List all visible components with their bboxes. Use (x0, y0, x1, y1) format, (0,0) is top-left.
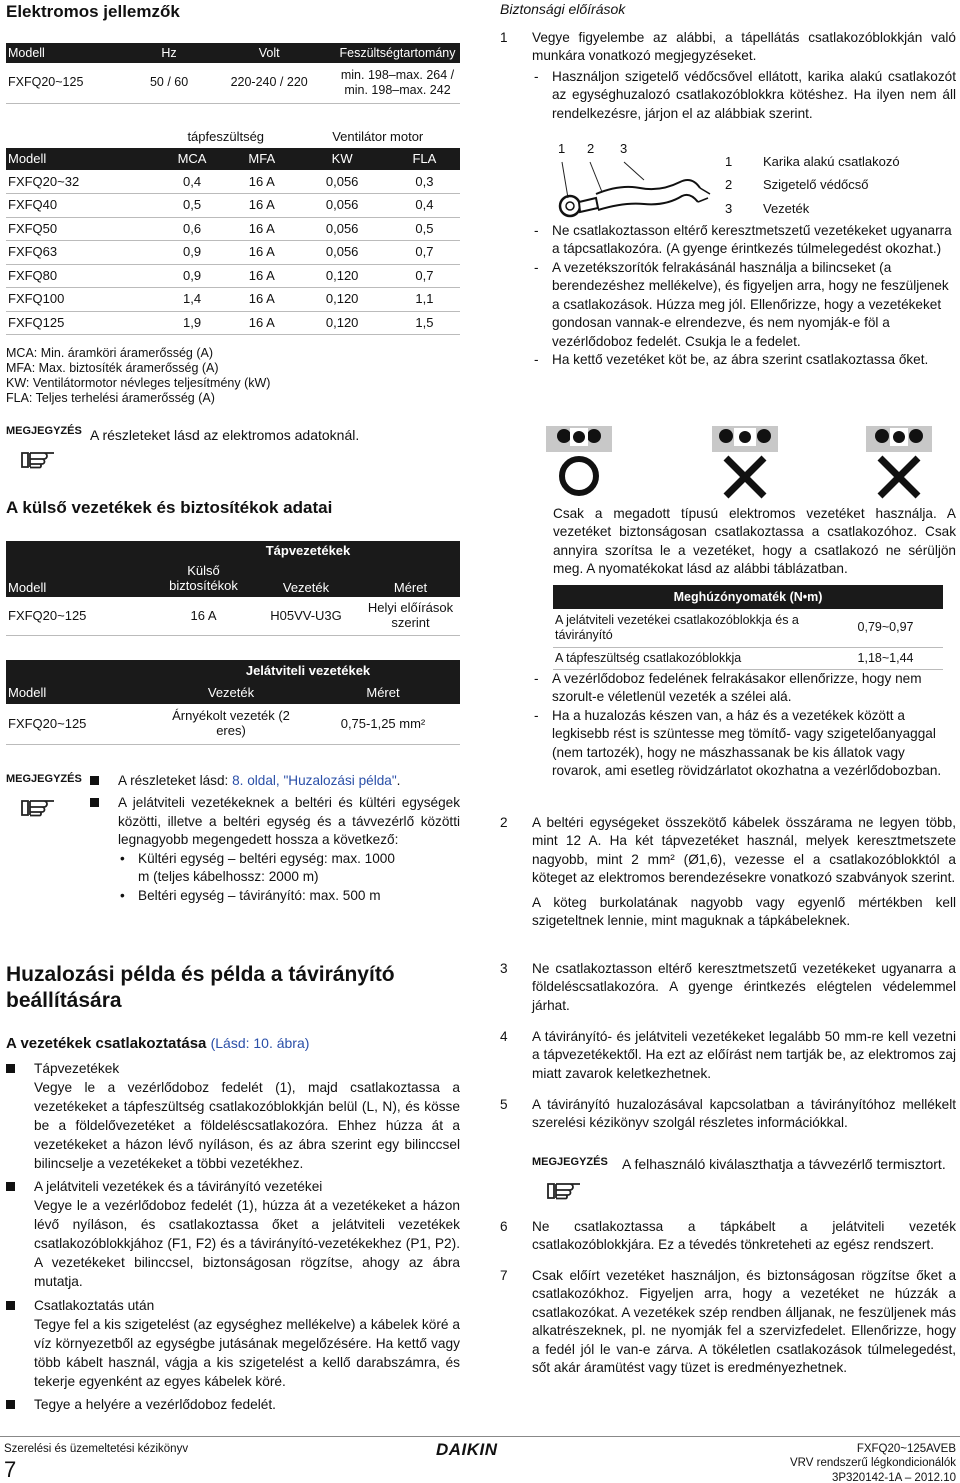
connect-steps (6, 1060, 460, 1415)
safety-dashes-2 (532, 670, 956, 781)
note-text: A részleteket lásd az elektromos adatoknál. (90, 427, 360, 443)
footer-code: 3P320142-1A – 2012.10 (831, 1471, 956, 1483)
power-cell: FXFQ50 (6, 217, 156, 241)
spec-header-model: Modell (6, 43, 135, 63)
table-row (6, 170, 460, 194)
section-title-external: A külső vezetékek és biztosítékok adatai (6, 498, 333, 517)
supply-header-wire: Vezeték (251, 561, 361, 597)
power-header-modell: Modell (6, 148, 156, 170)
legend-kw: KW: Ventilátormotor névleges teljesítmény (kW) (6, 376, 271, 390)
note-thermistor (532, 1155, 956, 1200)
power-cell: FXFQ80 (6, 264, 156, 288)
safety-dash-seal: - Ha a huzalozás készen van, a ház és a vezetékek között a legkisebb rést is szüntesse meg tömítő- vagy szigetelőanyaggal (nem tartozék), hogy ne mászhassanak be kis állatok vagy rovarok, ami esetleg rövidzárlatot okozhatna a vezérlődobozban. (532, 707, 956, 781)
safety-item-2: 2 A beltéri egységeket összekötő kábelek összárama ne legyen több, mint 12 A. Ha két tápvezetéket használ, melyek keresztmetszete nagyobb, mint 2 mm² (Ø1,6), vezesse el a csatlakozóblokktól a köteget az elektromos berendezésekre vonatkozó szabványok szerint. A köteg burkolatának nagyobb vagy egyenlő mértékben kell szigeteltnek lennie, mint maguknak a tápkábeleknek. (500, 815, 956, 929)
supply-cell-wire: H05VV-U3G (251, 597, 361, 635)
wiring-title-wrap (6, 962, 446, 1015)
spec-cell-range: min. 198–max. 264 / min. 198–max. 242 (335, 63, 460, 103)
power-group-fan: Ventilátor motor (332, 129, 424, 145)
right-title-wrap (500, 0, 956, 19)
note-subitem-outdoor: • Kültéri egység – beltéri egység: max. 1000 m (teljes kábelhossz: 2000 m) (118, 850, 410, 887)
figure-legend (725, 150, 955, 220)
footer-page-number: 7 (4, 1457, 17, 1482)
subsection-title-connect: A vezetékek csatlakoztatása (6, 1035, 207, 1052)
power-cell: 16 A (228, 264, 295, 288)
wire-connection-figure (540, 424, 950, 500)
figure-legend-item: 2 Szigetelő védőcső (725, 177, 869, 193)
footer-manual: Szerelési és üzemeltetési kézikönyv (4, 1443, 189, 1455)
footer-rule (0, 1436, 960, 1437)
note-item-lengths: A jelátviteli vezetékeknek a beltéri és kültéri egységek közötti, illetve a beltéri egység és a távvezérlő közötti legnagyobb megengedett hossza a következő: (90, 794, 460, 849)
section-title-safety: Biztonsági előírások (500, 1, 626, 17)
power-cell: 16 A (228, 194, 295, 218)
left-column (6, 0, 460, 23)
ext-wiring-title-wrap (6, 496, 460, 519)
supply-header-fuse: Külső biztosítékok (156, 561, 251, 597)
power-cell: 16 A (228, 217, 295, 241)
power-cell: 16 A (228, 241, 295, 265)
ring-terminal-icon (540, 154, 715, 220)
legend-fla: FLA: Teljes terhelési áramerősség (A) (6, 391, 215, 405)
legend-mfa: MFA: Max. biztosíték áramerősség (A) (6, 361, 219, 375)
power-cell: 1,5 (389, 311, 460, 335)
power-header-kw: KW (295, 148, 388, 170)
table-row (6, 264, 460, 288)
torque-cell-signal-value: 0,79~0,97 (828, 609, 943, 647)
note-subitem-remote: • Beltéri egység – távirányító: max. 500 m (118, 887, 460, 905)
power-cell: 16 A (228, 311, 295, 335)
power-cell: 0,4 (389, 194, 460, 218)
spec-cell-hz: 50 / 60 (135, 63, 204, 103)
note-label: MEGJEGYZÉS (532, 1155, 612, 1200)
safety-dash-cover-check: - A vezérlődoboz fedelének felrakásakor ellenőrizze, hogy nem szorult-e véletlenül vezeték a szélei alá. (532, 670, 956, 707)
power-cell: FXFQ125 (6, 311, 156, 335)
power-cell: FXFQ100 (6, 288, 156, 312)
signal-table (6, 660, 460, 745)
power-header-fla: FLA (389, 148, 460, 170)
spec-table (6, 43, 460, 104)
power-cell: 0,9 (156, 241, 228, 265)
hand-pointer-icon (546, 1176, 584, 1200)
signal-header-model: Modell (6, 682, 156, 704)
footer-product-info (790, 1442, 956, 1483)
power-cell: 0,5 (156, 194, 228, 218)
note-label: MEGJEGYZÉS (6, 424, 80, 469)
safety-item-6: 6 Ne csatlakoztassa a tápkábelt a jelátviteli vezeték csatlakozóblokkjára. Ez a tévedés tönkreteheti az egész rendszert. (500, 1219, 956, 1253)
table-row (6, 288, 460, 312)
power-group-supply: tápfeszültség (187, 129, 265, 145)
power-cell: FXFQ63 (6, 241, 156, 265)
step-power: Tápvezetékek Vegye le a vezérlődoboz fedelét (1), majd csatlakoztassa a vezetékeket a tápfeszültség csatlakozóblokkján belül (L, N), és kösse be a földelővezetéket a földeléscsatlakozóra. Ehhez húzza át a vezetékeket a házon lévő nyíláson, és az ábra szerint egy bilinccsel bilincselje a vezetékeket a többi vezetékhez. (6, 1060, 460, 1173)
figure-legend-item: 1 Karika alakú csatlakozó (725, 154, 900, 169)
step-signal: A jelátviteli vezetékek és a távirányító vezetékei Vegye le a vezérlődoboz fedelét (1), húzza át a vezetékeket a házon lévő nyíláson, és csatlakoztassa őket a jelátviteli vezetékek csatlakozóblokkjához (F1, F2) és a távirányító-vezetékekhez (P1, P2). A vezetékeket bilinccsel, biztonságosan rögzítse, ahogy az ábra mutatja. (6, 1178, 460, 1291)
power-table (6, 126, 460, 335)
signal-cell-size: 0,75-1,25 mm² (306, 704, 460, 744)
torque-cell-signal-label: A jelátviteli vezetékei csatlakozóblokkja és a távirányító (553, 609, 828, 647)
connect-title-wrap (6, 1034, 460, 1054)
note-text: A felhasználó kiválaszthatja a távvezérlő termisztort. (622, 1156, 946, 1172)
torque-cell-power-label: A tápfeszültség csatlakozóblokkja (553, 647, 828, 669)
table-row (6, 241, 460, 265)
safety-dash-two-wires: - Ha kettő vezetéket köt be, az ábra szerint csatlakoztassa őket. (532, 351, 956, 369)
ring-terminal-figure: 1 2 3 (540, 140, 715, 220)
wire-type-text: Csak a megadott típusú elektromos vezetéket használja. A vezetéket biztonságosan csatlakoztassa a csatlakozóhoz. Csak annyira szorítsa le a vezetéket, hogy a csatlakozó ne sérüljön meg. A nyomatékokat lásd az alábbi táblázatban. (553, 506, 956, 577)
table-row (6, 217, 460, 241)
table-row (6, 311, 460, 335)
spec-header-range: Feszültségtartomány (335, 43, 460, 63)
section-title-wiring: Huzalozási példa és példa a távirányító beállítására (6, 963, 395, 1013)
legend-mca: MCA: Min. áramköri áramerősség (A) (6, 346, 213, 360)
power-cell: 0,120 (295, 311, 388, 335)
footer-product: VRV rendszerű légkondicionálók (790, 1457, 956, 1470)
table-row (6, 194, 460, 218)
supply-group: Tápvezetékek (156, 541, 460, 561)
power-cell: 1,4 (156, 288, 228, 312)
power-cell: 0,7 (389, 241, 460, 265)
note-item-reference: A részleteket lásd: 8. oldal, "Huzalozási példa". (90, 772, 460, 790)
safety-item-7: 7 Csak előírt vezetéket használjon, és biztonságosan rögzítse őket a csatlakozókhoz. Figyeljen arra, hogy a vezetéket ne húzzák a csatlakozókat. A vezetékek szép rendben álljanak, ne feszüljenek más alkatrészeknek, pl. ne nyomják fel a szervizfedelet. Ellenőrizze, hogy a fedél jól le van-e zárva. A tökéletlen csatlakozások túlmelegedést, sőt akár áramütést vagy tüzet is eredményezhetnek. (500, 1268, 956, 1376)
spec-cell-volt: 220-240 / 220 (203, 63, 335, 103)
signal-header-size: Méret (306, 682, 460, 704)
signal-cell-model: FXFQ20~125 (6, 704, 156, 744)
supply-header-size: Méret (361, 561, 460, 597)
hand-pointer-icon (20, 793, 58, 817)
power-cell: 0,056 (295, 194, 388, 218)
link-figure-10[interactable]: (Lásd: 10. ábra) (210, 1035, 310, 1051)
power-cell: 0,056 (295, 241, 388, 265)
power-cell: 0,120 (295, 264, 388, 288)
safety-item-4: 4 A távirányító- és jelátviteli vezetékeket legalább 50 mm-re kell vezetni a tápvezetékektől. Ha ezt az előírást nem tartják be, az elektromos zaj miatt zavarok keletkezhetnek. (500, 1029, 956, 1081)
power-cell: 0,7 (389, 264, 460, 288)
figure-legend-item: 3 Vezeték (725, 200, 810, 216)
power-cell: FXFQ20~32 (6, 170, 156, 194)
note-electrical (6, 424, 460, 469)
supply-table (6, 541, 460, 636)
power-cell: 0,9 (156, 264, 228, 288)
power-cell: 16 A (228, 288, 295, 312)
power-header-mfa: MFA (228, 148, 295, 170)
torque-table (553, 585, 943, 670)
signal-group: Jelátviteli vezetékek (156, 660, 460, 682)
step-after: Csatlakoztatás után Tegye fel a kis szigetelést (az egységhez mellékelve) a kábelek köré a víz környezetből az egységbe jutásának megelőzésére. Ha kettő vagy több kábelt használ, vágja a kis szigetelést a kellő darabszámra, és tekerje egyenként az egyes kábelek köré. (6, 1297, 460, 1392)
daikin-logo: DAIKIN (436, 1440, 498, 1459)
section-title-electrical: Elektromos jellemzők (6, 2, 180, 21)
spec-header-volt: Volt (203, 43, 335, 63)
signal-header-wire: Vezeték (156, 682, 306, 704)
safety-item-5: 5 A távirányító huzalozásával kapcsolatban a távirányítóhoz mellékelt szerelési kézikönyv szolgál részletes információkkal. (500, 1097, 956, 1131)
footer-model: FXFQ20~125AVEB (856, 1443, 956, 1455)
supply-cell-model: FXFQ20~125 (6, 597, 156, 635)
safety-item-1: 1 Vegye figyelembe az alábbi, a tápellátás csatlakozóblokkján való munkára vonatkozó megjegyzéseket. - Használjon szigetelő védőcsővel ellátott, karika alakú csatlakozót az egységhuzalozó csatlakozóblokkra kötéshez. Ha ilyen nem áll rendelkezésre, járjon el az alábbiak szerint. (500, 29, 956, 123)
power-cell: 1,1 (389, 288, 460, 312)
power-cell: 16 A (228, 170, 295, 194)
wire-connection-icons (540, 424, 950, 500)
torque-header: Meghúzónyomaték (N•m) (553, 585, 943, 609)
step-cover: Tegye a helyére a vezérlődoboz fedelét. (6, 1396, 460, 1415)
safety-dash-clamps: - A vezetékszorítók felrakásánál használja a bilincseket (a berendezéshez mellékelve), és figyeljen arra, hogy ne feszüljenek a csatlakozások. Húzza meg jól. Ellenőrizze, hogy a vezetékeket gondosan vannak-e elrendezve, és nem nyomják-e föl a vezérlődoboz fedelét. Csukja le a fedelet. (532, 259, 956, 351)
torque-cell-power-value: 1,18~1,44 (828, 647, 943, 669)
power-cell: 0,120 (295, 288, 388, 312)
supply-cell-size: Helyi előírások szerint (361, 597, 460, 635)
power-cell: 0,5 (389, 217, 460, 241)
spec-header-hz: Hz (135, 43, 204, 63)
spec-cell-model: FXFQ20~125 (6, 63, 135, 103)
supply-header-model: Modell (6, 561, 156, 597)
note-wiring-limits (6, 772, 460, 905)
safety-dashes (532, 222, 956, 370)
power-cell: FXFQ40 (6, 194, 156, 218)
power-cell: 0,4 (156, 170, 228, 194)
safety-dash-ring: - Használjon szigetelő védőcsővel ellátott, karika alakú csatlakozót az egységhuzalozó csatlakozóblokkra kötéshez. Ha ilyen nem áll rendelkezésre, járjon el az alábbiak szerint. (532, 68, 956, 123)
power-cell: 0,6 (156, 217, 228, 241)
link-wiring-example[interactable]: 8. oldal, "Huzalozási példa" (232, 773, 397, 788)
safety-dash-cross-section: - Ne csatlakoztasson eltérő keresztmetszetű vezetékeket ugyanarra a tápcsatlakozóra. (A gyenge érintkezés túlmelegedést okozhat.) (532, 222, 956, 259)
power-cell: 0,3 (389, 170, 460, 194)
signal-cell-wire: Árnyékolt vezeték (2 eres) (156, 704, 306, 744)
power-cell: 0,056 (295, 217, 388, 241)
supply-cell-fuse: 16 A (156, 597, 251, 635)
safety-item-3: 3 Ne csatlakoztasson eltérő keresztmetszetű vezetékeket ugyanarra a földeléscsatlakozóra. A gyenge érintkezés elégtelen védelemmel járhat. (500, 961, 956, 1013)
power-header-mca: MCA (156, 148, 228, 170)
power-cell: 0,056 (295, 170, 388, 194)
note-label: MEGJEGYZÉS (6, 772, 80, 905)
hand-pointer-icon (20, 445, 58, 469)
power-cell: 1,9 (156, 311, 228, 335)
power-legend (6, 346, 460, 406)
